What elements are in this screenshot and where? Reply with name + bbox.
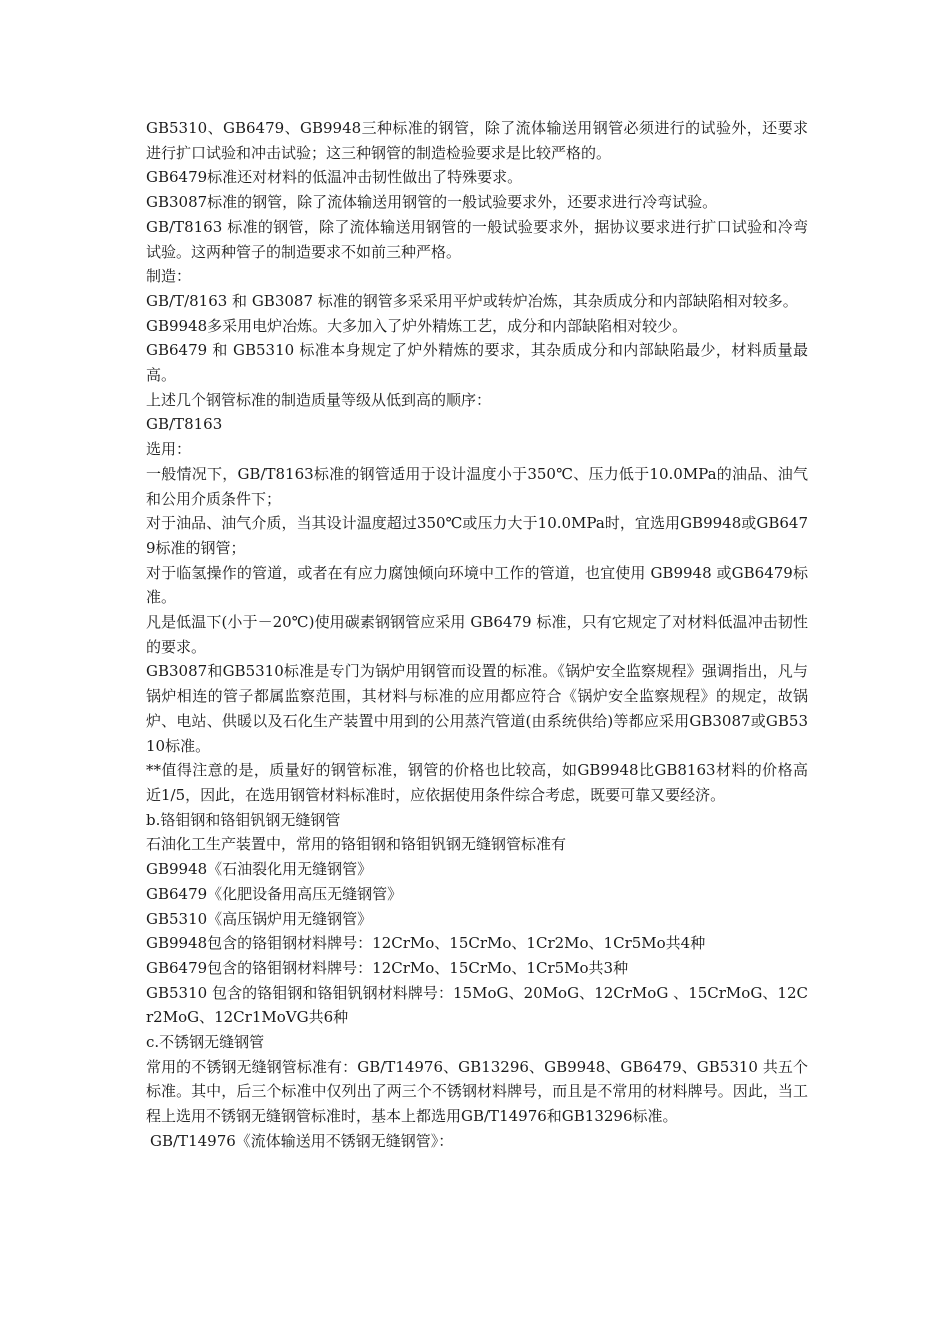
paragraph-28: GB/T14976《流体输送用不锈钢无缝钢管》： xyxy=(150,1131,454,1150)
paragraph-24: GB6479包含的铬钼钢材料牌号：12CrMo、15CrMo、1Cr5Mo共3种 xyxy=(146,958,629,977)
paragraph-19: 石油化工生产装置中，常用的铬钼钢和铬钼钒钢无缝钢管标准有 xyxy=(146,835,567,854)
paragraph-14: 对于临氢操作的管道，或者在有应力腐蚀倾向环境中工作的管道，也宜使用 GB9948 或GB6479标准。 xyxy=(146,563,808,607)
paragraph-3: GB3087标准的钢管，除了流体输送用钢管的一般试验要求外，还要求进行冷弯试验。 xyxy=(146,193,718,212)
paragraph-22: GB5310《高压锅炉用无缝钢管》 xyxy=(146,909,373,928)
paragraph-27: 常用的不锈钢无缝钢管标准有：GB/T14976、GB13296、GB9948、GB6479、GB5310 共五个标准。其中，后三个标准中仅列出了两三个不锈钢材料牌号，而且是不常用的材料牌号。因此，当工程上选用不锈钢无缝钢管标准时，基本上都选用GB/T14976和GB13296标准。 xyxy=(146,1057,808,1126)
document-body xyxy=(146,116,808,1154)
paragraph-16: GB3087和GB5310标准是专门为锅炉用钢管而设置的标准。《锅炉安全监察规程》强调指出，凡与锅炉相连的管子都属监察范围，其材料与标准的应用都应符合《锅炉安全监察规程》的规定，故锅炉、电站、供暖以及石化生产装置中用到的公用蒸汽管道(由系统供给)等都应采用GB3087或GB5310标准。 xyxy=(146,662,808,755)
paragraph-9: 上述几个钢管标准的制造质量等级从低到高的顺序： xyxy=(146,390,492,409)
paragraph-7: GB9948多采用电炉冶炼。大多加入了炉外精炼工艺，成分和内部缺陷相对较少。 xyxy=(146,316,688,335)
section-heading-c: c.不锈钢无缝钢管 xyxy=(146,1033,265,1052)
paragraph-20: GB9948《石油裂化用无缝钢管》 xyxy=(146,860,373,879)
section-heading-b: b.铬钼钢和铬钼钒钢无缝钢管 xyxy=(146,810,341,829)
paragraph-4: GB/T8163 标准的钢管，除了流体输送用钢管的一般试验要求外，据协议要求进行扩口试验和冷弯试验。这两种管子的制造要求不如前三种严格。 xyxy=(146,217,808,261)
paragraph-23: GB9948包含的铬钼钢材料牌号：12CrMo、15CrMo、1Cr2Mo、1Cr5Mo共4种 xyxy=(146,934,706,953)
paragraph-10: GB/T8163 xyxy=(146,415,223,434)
section-label-manufacture: 制造： xyxy=(146,267,192,286)
section-label-selection: 选用： xyxy=(146,440,192,459)
paragraph-15: 凡是低温下(小于－20℃)使用碳素钢钢管应采用 GB6479 标准，只有它规定了对材料低温冲击韧性的要求。 xyxy=(146,613,808,656)
paragraph-1: GB5310、GB6479、GB9948三种标准的钢管，除了流体输送用钢管必须进行的试验外，还要求进行扩口试验和冲击试验；这三种钢管的制造检验要求是比较严格的。 xyxy=(146,119,808,162)
paragraph-13: 对于油品、油气介质，当其设计温度超过350℃或压力大于10.0MPa时，宜选用GB9948或GB6479标准的钢管； xyxy=(146,514,808,557)
paragraph-6: GB/T/8163 和 GB3087 标准的钢管多采采用平炉或转炉冶炼，其杂质成分和内部缺陷相对较多。 xyxy=(146,291,798,310)
paragraph-12: 一般情况下，GB/T8163标准的钢管适用于设计温度小于350℃、压力低于10.0MPa的油品、油气和公用介质条件下； xyxy=(146,464,808,508)
paragraph-25: GB5310 包含的铬钼钢和铬钼钒钢材料牌号：15MoG、20MoG、12CrMoG 、15CrMoG、12Cr2MoG、12Cr1MoVG共6种 xyxy=(146,983,808,1027)
paragraph-17: **值得注意的是，质量好的钢管标准，钢管的价格也比较高，如GB9948比GB8163材料的价格高近1/5，因此，在选用钢管材料标准时，应依据使用条件综合考虑，既要可靠又要经济。 xyxy=(146,761,808,804)
paragraph-21: GB6479《化肥设备用高压无缝钢管》 xyxy=(146,884,403,903)
paragraph-8: GB6479 和 GB5310 标准本身规定了炉外精炼的要求，其杂质成分和内部缺陷最少，材料质量最高。 xyxy=(146,341,808,385)
paragraph-2: GB6479标准还对材料的低温冲击韧性做出了特殊要求。 xyxy=(146,168,523,187)
